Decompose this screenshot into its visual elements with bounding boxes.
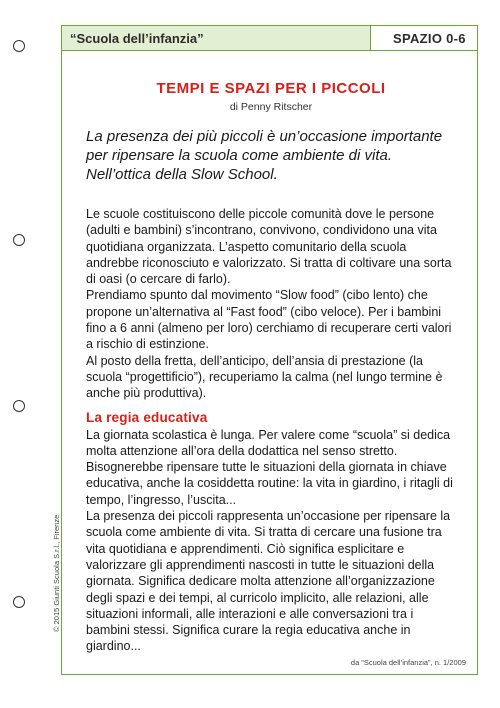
section-paragraph: La giornata scolastica è lunga. Per valere come “scuola” si dedica molta attenzione all’ora della dodattica nel senso stretto. Bisognerebbe ripensare tutte le situazioni della giornata in chiave educativa, anche la cosiddetta routine: la vita in giardino, i ritagli di tempo, l’ingresso, l’uscita... bbox=[86, 427, 453, 507]
binder-hole bbox=[13, 40, 25, 52]
binder-hole bbox=[13, 596, 25, 608]
body-paragraph: Le scuole costituiscono delle piccole comunità dove le persone (adulti e bambini) s’incontrano, convivono, condividono una vita quotidiana organizzata. L’aspetto comunitario della scuola andrebbe riconosciuto e valorizzato. Si tratta di coltivare una sorta di oasi (o cercare di farlo). bbox=[86, 207, 452, 287]
article-lead: La presenza dei più piccoli è un’occasione importante per ripensare la scuola come ambiente di vita. Nell’ottica della Slow School. bbox=[86, 128, 443, 183]
document-page bbox=[61, 25, 478, 675]
article-title: TEMPI E SPAZI PER I PICCOLI bbox=[156, 80, 386, 97]
article bbox=[86, 80, 456, 655]
series-label: “Scuola dell’infanzia” bbox=[61, 25, 370, 51]
copyright-notice: © 2015 Giunti Scuola S.r.l., Firenze bbox=[52, 514, 61, 632]
binder-hole bbox=[13, 400, 25, 412]
body-paragraph: Al posto della fretta, dell’anticipo, dell’ansia di prestazione (la scuola “progettificio”), recuperiamo la calma (nel lungo termine è anche più produttiva). bbox=[86, 353, 443, 401]
section-heading: La regia educativa bbox=[86, 409, 208, 425]
body-paragraph: Prendiamo spunto dal movimento “Slow food” (cibo lento) che propone un’alternativa al “Fast food” (cibo veloce). Per i bambini fino a 6 anni (almeno per loro) cerchiamo di recuperare certi valori a rischio di estinzione. bbox=[86, 288, 452, 352]
section-paragraph: La presenza dei piccoli rappresenta un’occasione per ripensare la scuola come ambiente di vita. Si tratta di cercare una fusione tra vita quotidiana e apprendimenti. Ciò significa esplicitare e valorizzare gli apprendimenti nascosti in tutte le situazioni della giornata. Significa dedicare molta attenzione all’organizzazione degli spazi e dei tempi, al curricolo implicito, alle relazioni, alle situazioni informali, alle interazioni e alle conversazioni tra i bambini stessi. Significa curare la regia educativa anche in giardino... bbox=[86, 509, 451, 654]
section-label: SPAZIO 0-6 bbox=[370, 25, 478, 51]
source-note: da “Scuola dell’infanzia”, n. 1/2009 bbox=[350, 658, 466, 667]
binder-hole bbox=[13, 234, 25, 246]
article-byline: di Penny Ritscher bbox=[229, 101, 313, 113]
header-bar bbox=[61, 25, 478, 51]
article-body bbox=[86, 206, 456, 655]
